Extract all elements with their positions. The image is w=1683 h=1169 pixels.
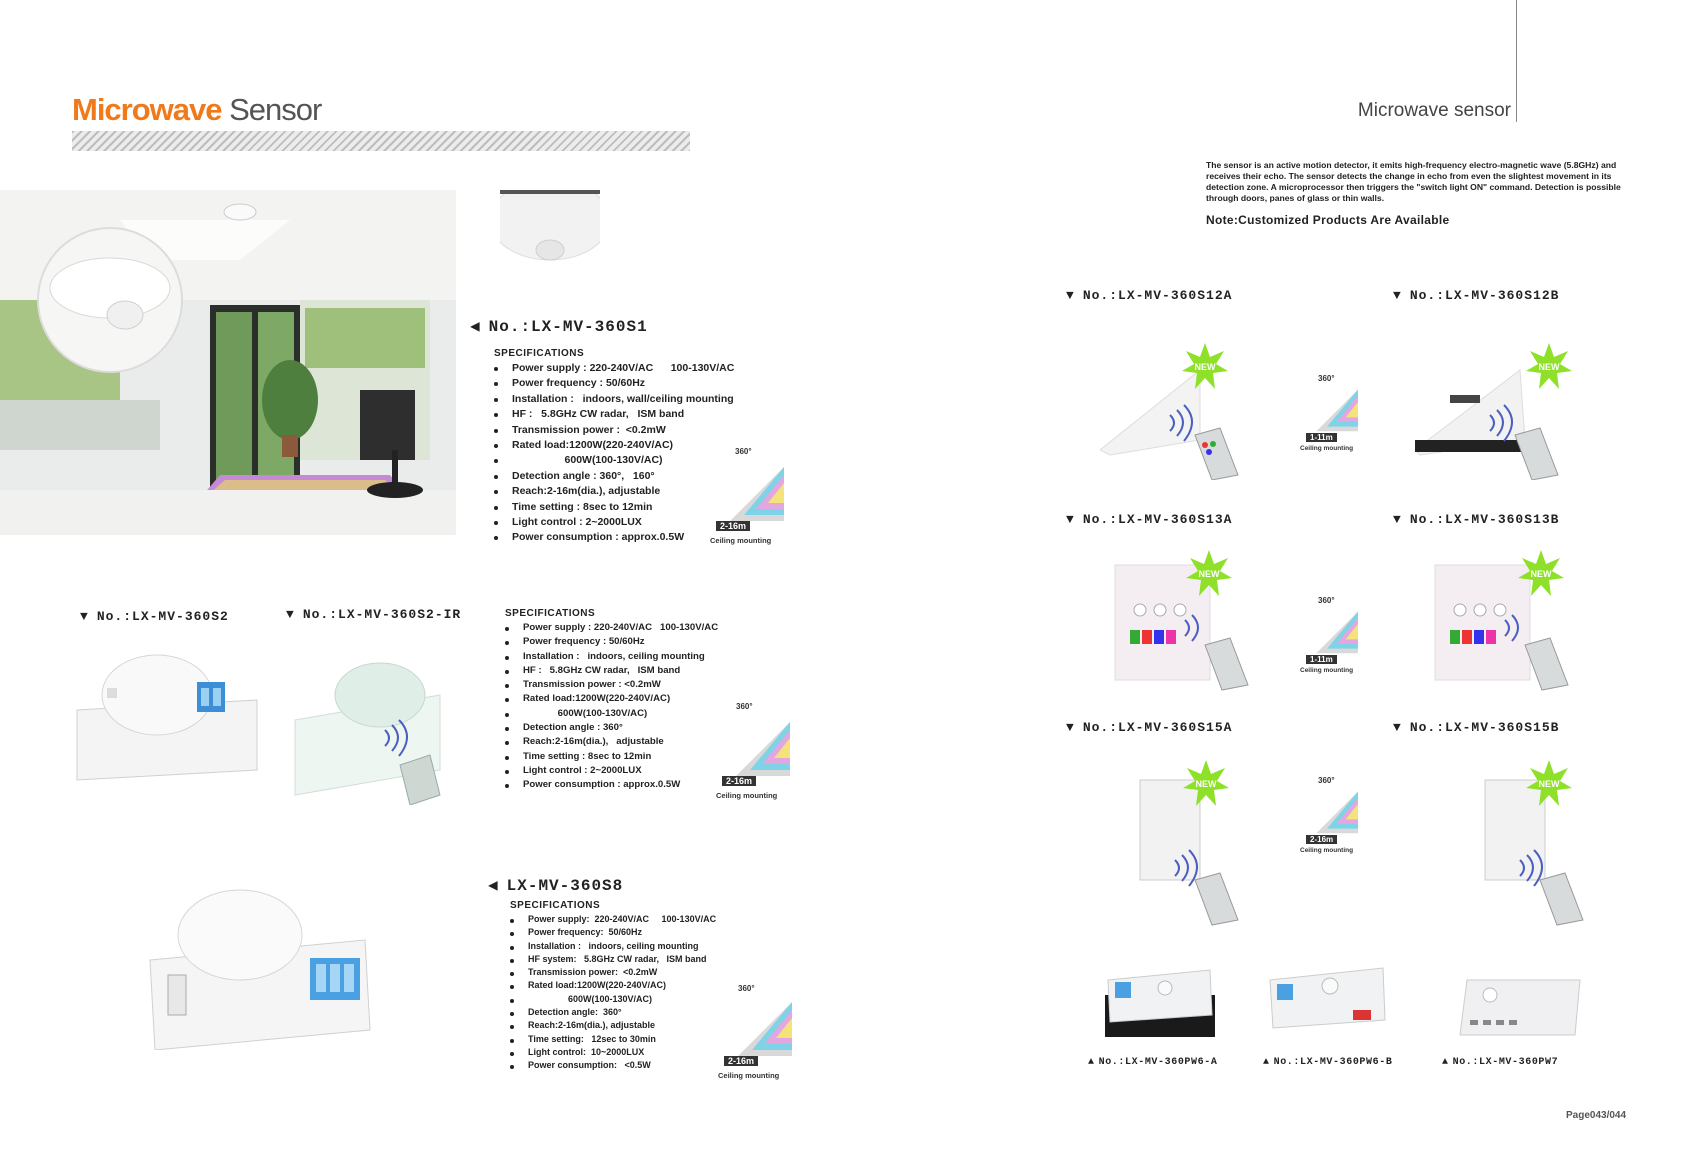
s2ir-product-image <box>290 655 450 805</box>
spec-item: 600W(100-130V/AC) <box>510 993 716 1006</box>
s8-coverage-range: 2-16m <box>724 1056 758 1066</box>
s13-coverage-range: 1-11m <box>1306 655 1337 664</box>
spec-item: Power consumption: <0.5W <box>510 1059 716 1072</box>
spec-item: Rated load:1200W(220-240V/AC) <box>494 438 734 453</box>
spec-item: Power supply: 220-240V/AC 100-130V/AC <box>510 913 716 926</box>
s12a-model-text: No.:LX-MV-360S12A <box>1082 288 1233 303</box>
spec-item: Time setting: 12sec to 30min <box>510 1033 716 1046</box>
s8-coverage-angle: 360° <box>738 984 755 993</box>
triangle-up-icon: ▲ <box>1263 1057 1270 1068</box>
room-photo <box>0 190 456 535</box>
new-badge-label: NEW <box>1538 362 1560 372</box>
spec-item: Reach:2-16m(dia.), adjustable <box>505 735 718 749</box>
new-badge-icon <box>1518 550 1564 596</box>
s15-coverage-diagram <box>1300 776 1362 854</box>
title-hatch-bar <box>72 131 690 151</box>
spec-item: Reach:2-16m(dia.), adjustable <box>494 484 734 499</box>
spec-item: Installation : indoors, ceiling mounting <box>505 650 718 664</box>
new-badge-icon <box>1186 550 1232 596</box>
s15a-model-text: No.:LX-MV-360S15A <box>1082 720 1233 735</box>
s2-spec-block <box>505 608 718 793</box>
spec-item: Power frequency: 50/60Hz <box>510 926 716 939</box>
spec-item: Light control : 2~2000LUX <box>494 515 734 530</box>
s8-coverage-mount: Ceiling mounting <box>718 1071 780 1080</box>
s1-coverage-angle: 360° <box>735 447 752 456</box>
s15-coverage-angle: 360° <box>1318 776 1335 785</box>
spec-item: 600W(100-130V/AC) <box>494 453 734 468</box>
spec-item: Time setting : 8sec to 12min <box>505 750 718 764</box>
pw7-product-image <box>1455 975 1585 1040</box>
s13-coverage-angle: 360° <box>1318 596 1335 605</box>
s2ir-model-label <box>286 607 461 622</box>
s12-coverage-angle: 360° <box>1318 374 1335 383</box>
triangle-down-icon: ▼ <box>80 609 89 624</box>
triangle-down-icon: ▼ <box>1393 512 1402 527</box>
s1-spec-block <box>494 348 734 546</box>
spec-item: Rated load:1200W(220-240V/AC) <box>510 979 716 992</box>
s1-spec-heading: SPECIFICATIONS <box>494 348 585 359</box>
s1-coverage-range: 2-16m <box>716 521 750 531</box>
page-divider <box>1516 0 1517 122</box>
intro-text: The sensor is an active motion detector, it emits high-frequency electro-magnetic wave (5.8GHz) and receives their echo. The sensor detects the change in echo from even the slightest movement in its detection zone. A microprocessor then triggers the "switch light ON" command. Detection is possible through doors, panes of glass or thin walls. <box>1206 160 1621 203</box>
spec-item: Power consumption : approx.0.5W <box>505 778 718 792</box>
title-rest: Sensor <box>221 92 322 127</box>
s8-model-label <box>488 875 623 895</box>
spec-item: Detection angle : 360° <box>505 721 718 735</box>
new-badge-icon <box>1526 343 1572 389</box>
pw6a-model-label <box>1088 1057 1217 1068</box>
s1-coverage-mount: Ceiling mounting <box>710 536 772 545</box>
spec-item: Reach:2-16m(dia.), adjustable <box>510 1019 716 1032</box>
pw6b-model-label <box>1263 1057 1392 1068</box>
spec-item: Power frequency : 50/60Hz <box>505 635 718 649</box>
s12-coverage-diagram <box>1300 374 1362 452</box>
pw6b-product-image <box>1265 958 1390 1040</box>
s8-model-text: LX-MV-360S8 <box>506 877 624 895</box>
spec-item: Power supply : 220-240V/AC 100-130V/AC <box>505 621 718 635</box>
s1-model-text: No.:LX-MV-360S1 <box>488 318 648 336</box>
s1-product-closeup <box>500 190 600 280</box>
spec-item: Installation : indoors, wall/ceiling mounting <box>494 392 734 407</box>
spec-item: Time setting : 8sec to 12min <box>494 500 734 515</box>
s12-coverage-range: 1-11m <box>1306 433 1337 442</box>
s2-coverage-angle: 360° <box>736 702 753 711</box>
spec-item: 600W(100-130V/AC) <box>505 707 718 721</box>
s15a-model-label <box>1066 720 1232 735</box>
s12b-model-text: No.:LX-MV-360S12B <box>1409 288 1560 303</box>
s15b-model-label <box>1393 720 1559 735</box>
spec-item: Power supply : 220-240V/AC 100-130V/AC <box>494 361 734 376</box>
s13a-model-label <box>1066 512 1232 527</box>
s8-coverage-diagram <box>718 984 796 1080</box>
spec-item: Transmission power : <0.2mW <box>505 678 718 692</box>
s2-model-text: No.:LX-MV-360S2 <box>96 609 229 624</box>
page-number: Page043/044 <box>1566 1110 1627 1121</box>
s2-coverage-diagram <box>716 702 794 800</box>
triangle-down-icon: ▼ <box>1066 720 1075 735</box>
new-badge-label: NEW <box>1195 779 1217 789</box>
s8-spec-block <box>510 900 716 1073</box>
triangle-down-icon: ▼ <box>1066 288 1075 303</box>
s12-coverage-mount: Ceiling mounting <box>1300 445 1354 452</box>
s15b-model-text: No.:LX-MV-360S15B <box>1409 720 1560 735</box>
title-accent: Microwave <box>72 92 222 127</box>
spec-item: HF : 5.8GHz CW radar, ISM band <box>494 407 734 422</box>
s2-coverage-mount: Ceiling mounting <box>716 791 778 800</box>
triangle-down-icon: ▼ <box>1066 512 1075 527</box>
s12a-model-label <box>1066 288 1232 303</box>
spec-item: Detection angle: 360° <box>510 1006 716 1019</box>
spec-item: Detection angle : 360°, 160° <box>494 469 734 484</box>
s1-spec-list <box>494 361 734 546</box>
s13b-model-text: No.:LX-MV-360S13B <box>1409 512 1560 527</box>
triangle-left-icon: ◀ <box>470 318 481 336</box>
spec-item: Power frequency : 50/60Hz <box>494 376 734 391</box>
right-title: Microwave sensor <box>1357 100 1511 121</box>
pw6a-model-text: No.:LX-MV-360PW6-A <box>1098 1057 1218 1068</box>
s8-spec-list <box>510 913 716 1073</box>
new-badge-label: NEW <box>1530 569 1552 579</box>
s15-coverage-mount: Ceiling mounting <box>1300 847 1354 854</box>
s13a-product-image <box>1110 555 1260 695</box>
s8-product-image <box>140 880 380 1050</box>
new-badge-icon <box>1526 760 1572 806</box>
s2ir-model-text: No.:LX-MV-360S2-IR <box>302 607 462 622</box>
pw6b-model-text: No.:LX-MV-360PW6-B <box>1273 1057 1393 1068</box>
s2-spec-heading: SPECIFICATIONS <box>505 608 596 619</box>
spec-item: Rated load:1200W(220-240V/AC) <box>505 692 718 706</box>
new-badge-label: NEW <box>1538 779 1560 789</box>
s8-spec-heading: SPECIFICATIONS <box>510 900 601 911</box>
spec-item: Transmission power: <0.2mW <box>510 966 716 979</box>
spec-item: HF system: 5.8GHz CW radar, ISM band <box>510 953 716 966</box>
s13a-model-text: No.:LX-MV-360S13A <box>1082 512 1233 527</box>
triangle-down-icon: ▼ <box>286 607 295 622</box>
s15-coverage-range: 2-16m <box>1306 835 1337 844</box>
customized-note: Note:Customized Products Are Available <box>1206 213 1450 227</box>
s13b-model-label <box>1393 512 1559 527</box>
new-badge-icon <box>1182 343 1228 389</box>
s13-coverage-diagram <box>1300 596 1362 674</box>
pw7-model-label <box>1442 1057 1558 1068</box>
triangle-up-icon: ▲ <box>1442 1057 1449 1068</box>
s2-product-image <box>72 640 262 790</box>
pw7-model-text: No.:LX-MV-360PW7 <box>1452 1057 1559 1068</box>
pw6a-product-image <box>1100 960 1220 1040</box>
spec-item: HF : 5.8GHz CW radar, ISM band <box>505 664 718 678</box>
new-badge-label: NEW <box>1194 362 1216 372</box>
page-title <box>72 92 321 128</box>
triangle-left-icon: ◀ <box>488 877 499 895</box>
s12b-model-label <box>1393 288 1559 303</box>
spec-item: Light control : 2~2000LUX <box>505 764 718 778</box>
new-badge-icon <box>1183 760 1229 806</box>
spec-item: Transmission power : <0.2mW <box>494 423 734 438</box>
s13-coverage-mount: Ceiling mounting <box>1300 667 1354 674</box>
new-badge-label: NEW <box>1198 569 1220 579</box>
triangle-down-icon: ▼ <box>1393 288 1402 303</box>
s1-model-label <box>470 316 648 336</box>
triangle-up-icon: ▲ <box>1088 1057 1095 1068</box>
s1-coverage-diagram <box>710 447 788 545</box>
s2-coverage-range: 2-16m <box>722 776 756 786</box>
s2-model-label <box>80 609 229 624</box>
spec-item: Power consumption : approx.0.5W <box>494 530 734 545</box>
s2-spec-list <box>505 621 718 793</box>
triangle-down-icon: ▼ <box>1393 720 1402 735</box>
spec-item: Light control: 10~2000LUX <box>510 1046 716 1059</box>
spec-item: Installation : indoors, ceiling mounting <box>510 940 716 953</box>
